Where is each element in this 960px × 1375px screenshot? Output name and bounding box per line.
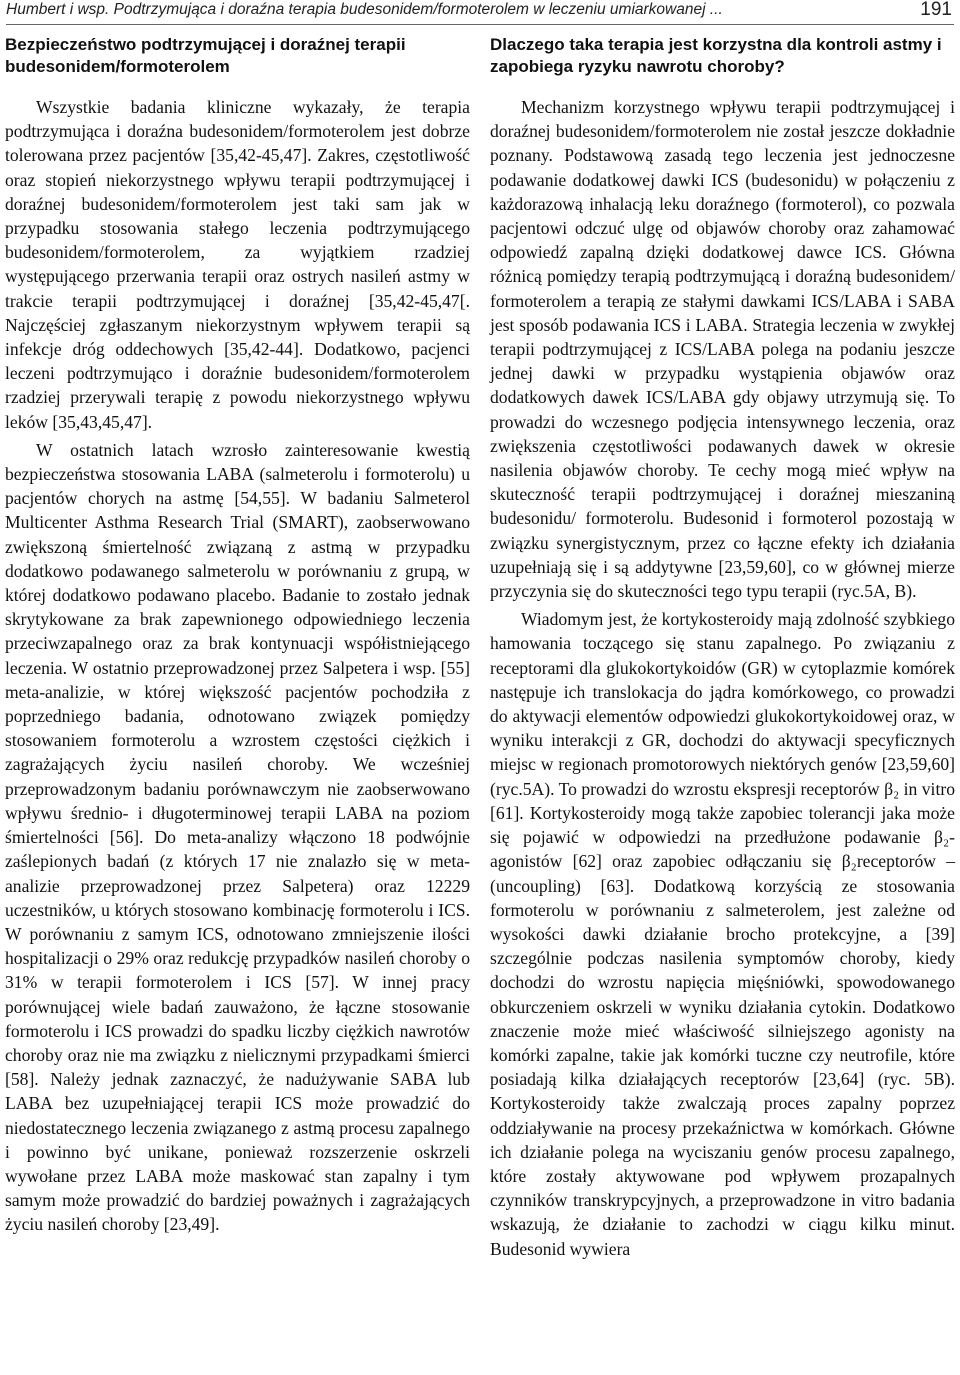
right-column: [490, 34, 955, 1261]
paragraph: Wiadomym jest, że kortykosteroidy mają zdolność szybkiego hamowania toczącego się stanu zapalnego. Po związaniu z receptorami dla glukokortykoidów (GR) w cytoplazmie komórek następuje ich translokacja do jądra komórkowego, co prowadzi do aktywacji elementów odpowiedzi glukokortykoidowej oraz, w wyniku interakcji z GR, dochodzi do aktywacji specyficznych miejsc w regionach promotorowych niektórych genów [23,59,60] (ryc.5A). To prowadzi do wzrostu ekspresji receptorów β₂ in vitro [61]. Kortykosteroidy mogą także zapobiec tolerancji jaka może się pojawić w odpowiedzi na przedłużone podawanie β₂-agonistów [62] oraz zapobiec odłączaniu się β₂receptorów – (uncoupling) [63]. Dodatkową korzyścią ze stosowania formoterolu w porównaniu z salmeterolem, jest zależne od wysokości dawki działanie brocho protekcyjne, a [39] szczególnie podczas nasilenia symptomów choroby, kiedy dochodzi do wzrostu napięcia mięśniówki, spowodowanego obkurczeniem oskrzeli w wyniku działania cytokin. Dodatkowo znaczenie może mieć właściwość silniejszego agonisty na komórki zapalne, takie jak komórki tuczne czy neutrofile, które posiadają kilka działających receptorów [23,64] (ryc. 5B). Kortykosteroidy także zwalczają proces zapalny poprzez oddziaływanie na procesy przekaźnictwa w komórkach. Główne ich działanie polega na wyciszaniu genów procesu zapalnego, które zostały aktywowane pod wpływem prozapalnych czynników transkrypcyjnych, a przeprowadzone in vitro badania wskazują, że działanie to zachodzi w ciągu kilku minut. Budesonid wywiera: [490, 609, 955, 1259]
running-header: [6, 0, 954, 25]
paragraph: W ostatnich latach wzrosło zainteresowanie kwestią bezpieczeństwa stosowania LABA (salmeterolu i formoterolu) u pacjentów chorych na astmę [54,55]. W badaniu Salmeterol Multicenter Asthma Research Trial (SMART), zaobserwowano zwiększoną śmiertelność związaną z astmą w przypadku dodatkowo podawanego salmeterolu w porównaniu z grupą, w której dodatkowo podawano placebo. Badanie to zostało jednak skrytykowane za brak zapewnionego odpowiedniego leczenia przeciwzapalnego oraz za brak kontynuacji współistniejącego leczenia. W ostatnio przeprowadzonej przez Salpetera i wsp. [55] meta-analizie, w której większość pacjentów pochodziła z poprzedniego badania, odnotowano związek pomiędzy stosowaniem formoterolu a wzrostem częstości ciężkich i zagrażających życiu nasileń choroby. We wcześniej przeprowadzonym badaniu porównawczym nie zaobserwowano wpływu średnio- i długoterminowej terapii LABA na poziom śmiertelności [56]. Do meta-analizy włączono 18 podwójnie zaślepionych badań (z których 17 nie znalazło się w meta-analizie przeprowadzonej przez Salpetera) oraz 12229 uczestników, u których stosowano kombinację formoterolu i ICS. W porównaniu z samym ICS, odnotowano zmniejszenie ilości hospitalizacji o 29% oraz redukcję przypadków nasileń choroby o 31% w terapii formoterolem i ICS [57]. W innej pracy porównującej wiele badań zauważono, że łączne stosowanie formoterolu i ICS prowadzi do spadku liczby ciężkich nawrotów choroby oraz nie ma związku z nielicznymi przypadkami śmierci [58]. Należy jednak zaznaczyć, że nadużywanie SABA lub LABA bez uzupełniającej terapii ICS może prowadzić do niedostatecznego leczenia związanego z astmą procesu zapalnego i powinno być unikane, ponieważ rozszerzenie oskrzeli wywołane przez LABA może maskować stan zapalny i tym samym może prowadzić do bardziej poważnych i zagrażających życiu nasileń choroby [23,49].: [5, 439, 470, 1235]
left-column: [5, 34, 470, 1237]
paragraph: Mechanizm korzystnego wpływu terapii podtrzymującej i doraźnej budesonidem/formoterolem nie został jeszcze dokładnie poznany. Podstawową zasadą tego leczenia jest jednoczesne podawanie dodatkowej dawki ICS (budesonidu) w połączeniu z każdorazową inhalacją leku doraźnego (formoterol), co pozwala pacjentowi odczuć ulgę od objawów choroby oraz zahamować odpowiedź zapalną dzięki dodatkowej dawce ICS. Główna różnicą pomiędzy terapią podtrzymującą i doraźną budesonidem/ formoterolem a terapią ze stałymi dawkami ICS/LABA i SABA jest sposób podawania ICS i LABA. Strategia leczenia w zwykłej terapii podtrzymującej z ICS/LABA polega na podaniu jeszcze jednej dawki w przypadku wystąpienia objawów oraz dodatkowych dawek ICS/LABA gdy objawy utrzymują się. To prowadzi do wczesnego podjęcia intensywnego leczenia, oraz zwiększenia częstotliwości podawanych dawek w okresie nasilenia objawów choroby. Te cechy mogą mieć wpływ na skuteczność terapii podtrzymującej i doraźnej mieszaniną budesonidu/ formoterolu. Budesonid i formoterol pozostają w związku synergistycznym, przez co łączne efekty ich działania uzupełniają się i są addytywne [23,59,60], co w głównej mierze przyczynia się do skuteczności tego typu terapii (ryc.5A, B).: [490, 97, 955, 602]
page-number: 191: [920, 0, 952, 20]
running-title: Humbert i wsp. Podtrzymująca i doraźna terapia budesonidem/formoterolem w leczeniu umiarkowanej ...: [6, 1, 723, 18]
section-heading-mechanism: Dlaczego taka terapia jest korzystna dla kontroli astmy i zapobiega ryzyku nawrotu choroby?: [490, 35, 942, 76]
paragraph: Wszystkie badania kliniczne wykazały, że terapia podtrzymująca i doraźna budesonidem/formoterolem jest dobrze tolerowana przez pacjentów [35,42-45,47]. Zakres, częstotliwość oraz stopień niekorzystnego wpływu terapii podtrzymującej i doraźnej budesonidem/formoterolem jest taki sam jak w przypadku stosowania stałego leczenia podtrzymującego budesonidem/formoterolem, za wyjątkiem rzadziej występującego przerwania terapii oraz ostrych nasileń astmy w trakcie terapii podtrzymującej i doraźnej [35,42-45,47[. Najczęściej zgłaszanym niekorzystnym wpływem terapii są infekcje dróg oddechowych [35,42-44]. Dodatkowo, pacjenci leczeni podtrzymująco i doraźnie budesonidem/formoterolem rzadziej przerywali terapię z powodu niekorzystnego wpływu leków [35,43,45,47].: [5, 97, 470, 432]
section-heading-safety: Bezpieczeństwo podtrzymującej i doraźnej terapii budesonidem/formoterolem: [5, 35, 406, 76]
